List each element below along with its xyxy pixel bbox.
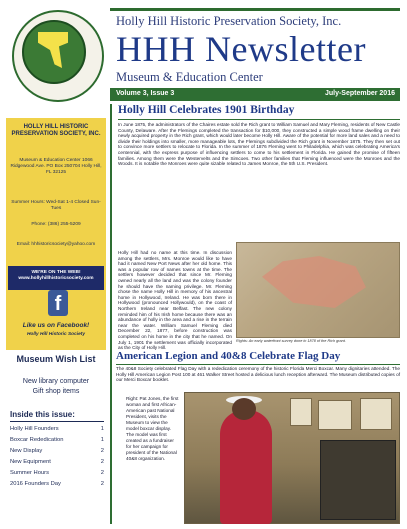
wish-list-item: Gift shop items	[32, 388, 80, 395]
article-title: American Legion and 40&8 Celebrate Flag Day	[116, 350, 341, 362]
issue-date: July-September 2016	[324, 90, 395, 97]
article-body: The 40&8 Society celebrated Flag Day with a rededication ceremony of the historic Florida Merci Boxcar. Many dignitaries attended. The Holly Hill American Legion Post 100 at 461 Walker Street hosted a delicious lunch reception afterward. The Museum distributed copies of our Merci Boxcar booklet.	[116, 366, 400, 383]
newsletter-title: HHH Newsletter	[116, 29, 366, 69]
toc-item[interactable]	[10, 470, 104, 480]
map-caption: Rights: An early waterfront survey done in 1878 of the Rich grant.	[236, 339, 346, 343]
photo-caption: Right: Pat Jones, the first woman and first African-American past National President, visits the Museum to view the model boxcar display. The model was first created as a fundraiser for her campaign for president of the National 40&8 organization.	[126, 396, 179, 461]
toc-label: New Equipment	[10, 459, 51, 465]
photo-wall-frame	[318, 400, 352, 430]
article-body: In June 1875, the administrators of the Chaires estate sold the Rich grant to William Samuel and Mary Fleming, residents of New Castle County, Delaware. After the Flemings completed the transaction for $10,000, they constructed a simple wood frame dwelling on their newly acquired property in the Rich grant, which would later become Holly Hill. Aware of the potential for more land sales and a need to divide their holdings into smaller, more manageable lots, the Flemings subdivided the Rich grant in November 1875. They then set out to convince more settlers to relocate to Florida. In the summer of 1876 Fleming went to Philadelphia, which was celebrating America's centennial, with the express purpose of influencing settlers to come to his settlement in Florida. He gained the promise of fifteen families. Among them were the Westervelts and the Simcoes. Two other families that Fleming influenced were the Monroes and the Woods. It is notable the Monroes were quite sizable related to James Monroe, the 5th U.S. President.	[118, 122, 400, 167]
toc-label: Summer Hours	[10, 470, 49, 476]
photo-wall-frame	[360, 398, 392, 430]
society-logo	[8, 6, 108, 116]
article-rule	[116, 364, 400, 365]
facebook-like-text: Like us on Facebook!	[22, 322, 90, 329]
toc-label: New Display	[10, 448, 43, 454]
photo-wall-frame	[290, 398, 312, 426]
sidebar	[0, 118, 112, 529]
newsletter-subtitle: Museum & Education Center	[116, 70, 263, 84]
toc-item[interactable]	[10, 448, 104, 458]
display-case	[320, 440, 396, 520]
wish-list-title: Museum Wish List	[16, 354, 96, 364]
article-rule	[118, 119, 400, 120]
toc-item[interactable]	[10, 437, 104, 447]
inside-issue-rule	[10, 421, 104, 422]
toc-page: 2	[100, 459, 104, 465]
issue-volume: Volume 3, Issue 3	[116, 90, 175, 97]
toc-page: 2	[100, 448, 104, 454]
facebook-page-name[interactable]: Holly Hill Historic Society	[26, 332, 86, 337]
toc-item[interactable]	[10, 481, 104, 491]
toc-label: Boxcar Rededication	[10, 437, 64, 443]
toc-page: 1	[100, 437, 104, 443]
sidebar-address: Museum & Education Center 1066 Ridgewood Ave. PO Box 250704 Holly Hill, FL 32125	[10, 158, 102, 175]
photo-head	[232, 398, 256, 420]
article-body-column: Holly Hill had no name at this time. In discussion among the settlers, Mrs. Monroe would like to have had it named New Port News after her old home. This was a popular row of names towns at the time. The settlers however decided that since Mr. Fleming owned nearly all the land and was the colony founder he should have the naming privilege. Mr. Fleming chose the name Holly Hill in memory of his ancestral home in Hollywood, Ireland. He was born there in Hollywood (pronounced Hollywould), on the coast of Northern Ireland near Belfast. The new colony reminded him of his Irish home because there was an abundance of holly in the area and a rise in the terrain near the water. William Samuel Fleming died December 22, 1877, before construction was completed on his home in the city that he named. On July 1, 1901 the settlement was officially incorporated as the City of Holly Hill.	[118, 250, 232, 351]
toc-label: Holly Hill Founders	[10, 426, 59, 432]
toc-label: 2016 Founders Day	[10, 481, 61, 487]
sidebar-hours: Summer Hours: Wed-Sat 1-4 Closed Sun-Tues	[11, 200, 101, 211]
toc-page: 2	[100, 481, 104, 487]
toc-item[interactable]	[10, 426, 104, 436]
toc-page: 1	[100, 426, 104, 432]
inside-issue-title: Inside this issue:	[10, 410, 75, 419]
wish-list-item: New library computer	[22, 378, 90, 385]
facebook-icon[interactable]: f	[48, 290, 68, 316]
sidebar-divider	[110, 104, 112, 524]
website-link[interactable]: WE'RE ON THE WEB! www.hollyhillhistoricsociety.com	[18, 270, 94, 281]
toc-item[interactable]	[10, 459, 104, 469]
header-top-rule	[110, 8, 400, 11]
sidebar-email[interactable]: Email: hhhistoricsociety@yahoo.com	[16, 242, 96, 247]
sidebar-phone: Phone: (386) 255-5209	[31, 222, 81, 227]
sidebar-org-heading: HOLLY HILL HISTORIC PRESERVATION SOCIETY, INC.	[11, 124, 101, 137]
toc-page: 2	[100, 470, 104, 476]
org-name: Holly Hill Historic Preservation Society, Inc.	[116, 14, 342, 28]
photo-person	[220, 410, 272, 524]
article-title: Holly Hill Celebrates 1901 Birthday	[118, 104, 295, 116]
